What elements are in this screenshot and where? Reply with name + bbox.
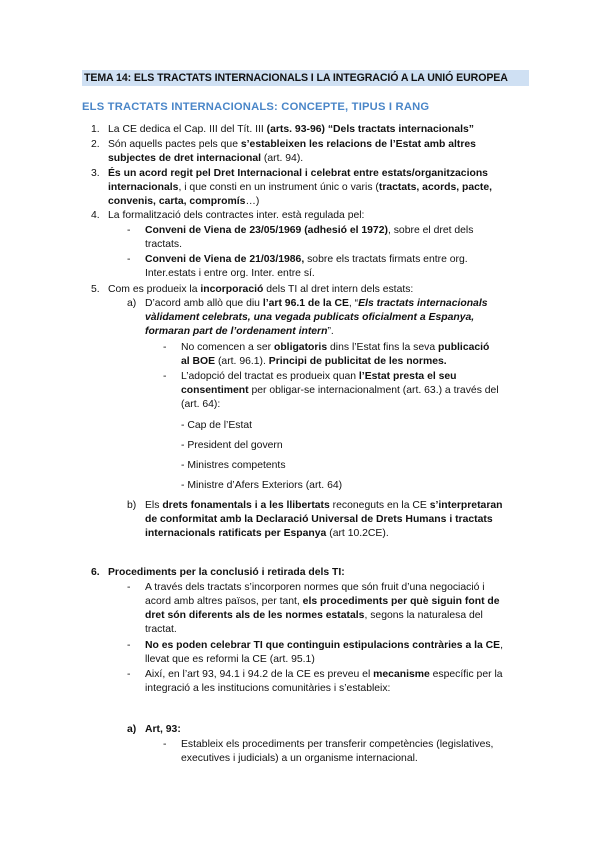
list-number: 3. (91, 168, 100, 179)
sub-item: No es poden celebrar TI que continguin estipulacions contràries a la CE, (145, 640, 503, 651)
list-number: 1. (91, 124, 100, 135)
sub-sub-item: L’adopció del tractat es produeix quan l’Estat presta el seu (181, 371, 457, 382)
list-item: Són aquells pactes pels que s’estableixen les relacions de l’Estat amb altres (108, 139, 476, 150)
page-title: TEMA 14: ELS TRACTATS INTERNACIONALS I LA INTEGRACIÓ A LA UNIÓ EUROPEA (82, 70, 529, 86)
bullet-dash: - (163, 342, 167, 353)
bullet-dash: - (127, 582, 131, 593)
bullet-dash: - (127, 669, 131, 680)
sub-item: Conveni de Viena de 21/03/1986, sobre els tractats firmats entre org. (145, 254, 468, 265)
sub-item-continuation: de conformitat amb la Declaració Universal de Drets Humans i tractats (145, 514, 493, 525)
sub-letter: a) (127, 724, 137, 735)
sub-sub-item-continuation: al BOE (art. 96.1). Principi de publicitat de les normes. (181, 356, 447, 367)
bullet-dash: - (163, 371, 167, 382)
sub-item-continuation: acord amb altres països, per tant, els procediments per què siguin font de (145, 596, 500, 607)
sub-letter: a) (127, 298, 137, 309)
bullet-dash: - (163, 739, 167, 750)
list-item-heading: Procediments per la conclusió i retirada dels TI: (108, 567, 345, 578)
sub-item-continuation: vàlidament celebrats, una vegada publicats oficialment a Espanya, (145, 312, 475, 323)
list-entry: - Cap de l’Estat (181, 420, 253, 431)
list-entry: - Ministres competents (181, 460, 286, 471)
list-item: La CE dedica el Cap. III del Tít. III (arts. 93-96) “Dels tractats internacionals” (108, 124, 474, 135)
sub-item-continuation: integració a les institucions comunitàries i s’estableix: (145, 683, 391, 694)
bullet-dash: - (127, 254, 131, 265)
sub-item-continuation: tractats. (145, 239, 182, 250)
sub-item-continuation: llevat que es reformi la CE (art. 95.1) (145, 654, 315, 665)
sub-item-continuation: internacionals ratificats per Espanya (art 10.2CE). (145, 528, 389, 539)
list-item: És un acord regit pel Dret Internacional i celebrat entre estats/organitzacions (108, 168, 488, 179)
sub-item-continuation: tractat. (145, 624, 177, 635)
sub-sub-item: Estableix els procediments per transferir competències (legislatives, (181, 739, 494, 750)
sub-item: A través dels tractats s’incorporen normes que són fruit d’una negociació i (145, 582, 485, 593)
sub-item: Els drets fonamentals i a les llibertats reconeguts en la CE s’interpretaran (145, 500, 503, 511)
list-entry: - Ministre d’Afers Exteriors (art. 64) (181, 480, 343, 491)
sub-sub-item-continuation: executives i judicials) a un organisme internacional. (181, 753, 418, 764)
bullet-dash: - (127, 225, 131, 236)
sub-item: Així, en l’art 93, 94.1 i 94.2 de la CE es preveu el mecanisme específic per la (145, 669, 503, 680)
list-item-continuation: convenis, carta, compromís…) (108, 196, 260, 207)
list-item-continuation: internacionals, i que consti en un instrument únic o varis (tractats, acords, pacte, (108, 182, 493, 193)
section-heading: ELS TRACTATS INTERNACIONALS: CONCEPTE, TIPUS I RANG (82, 101, 430, 113)
list-number: 5. (91, 284, 100, 295)
sub-item-continuation: Inter.estats i entre org. Inter. entre sí. (145, 268, 315, 279)
sub-item: Conveni de Viena de 23/05/1969 (adhesió el 1972), sobre el dret dels (145, 225, 474, 236)
list-number: 2. (91, 139, 100, 150)
sub-item: D’acord amb allò que diu l’art 96.1 de la CE, “Els tractats internacionals (145, 298, 488, 309)
bullet-dash: - (127, 640, 131, 651)
list-number: 4. (91, 210, 100, 221)
list-number: 6. (91, 567, 100, 578)
sub-item-continuation: dret són diferents als de les normes estatals, segons la naturalesa del (145, 610, 483, 621)
list-item-continuation: subjectes de dret internacional (art. 94). (108, 153, 304, 164)
sub-heading: Art, 93: (145, 724, 181, 735)
list-item: Com es produeix la incorporació dels TI al dret intern dels estats: (108, 284, 414, 295)
sub-sub-item: No comencen a ser obligatoris dins l’Estat fins la seva publicació (181, 342, 490, 353)
sub-sub-item-continuation: consentiment per obligar-se internacionalment (art. 63.) a través del (181, 385, 499, 396)
sub-letter: b) (127, 500, 137, 511)
sub-sub-item-continuation: (art. 64): (181, 399, 221, 410)
list-item: La formalització dels contractes inter. està regulada pel: (108, 210, 365, 221)
sub-item-continuation: formaran part de l’ordenament intern”. (145, 326, 334, 337)
list-entry: - President del govern (181, 440, 283, 451)
